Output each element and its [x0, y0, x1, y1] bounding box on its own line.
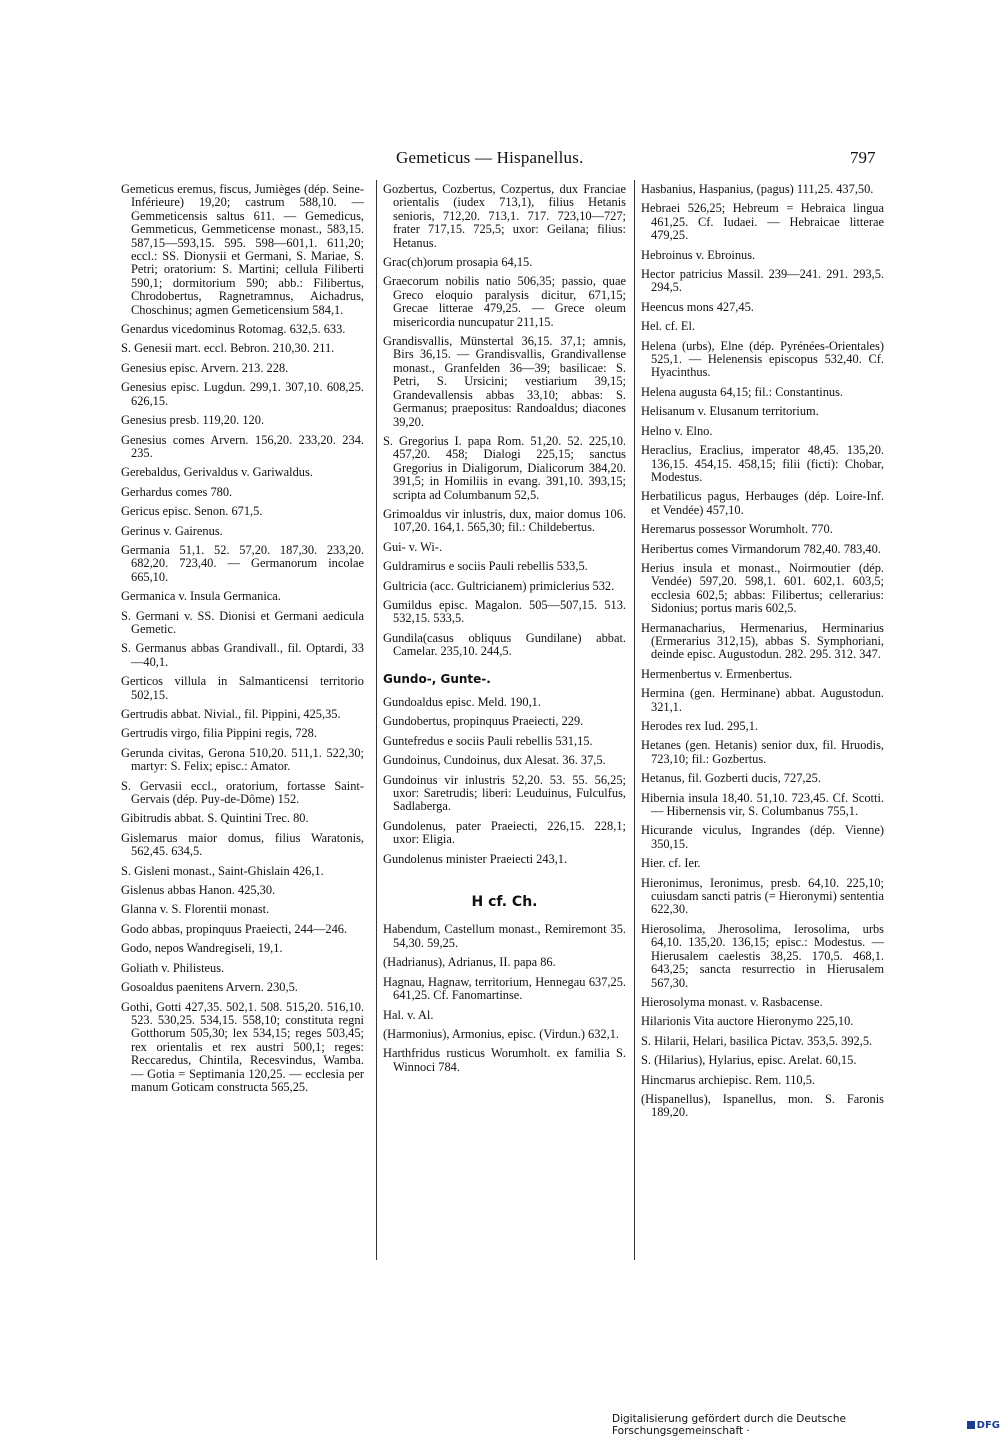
- page-number: 797: [850, 148, 876, 167]
- index-entry: Hetanes (gen. Hetanis) senior dux, fil. Hruodis, 723,10; fil.: Gozbertus.: [641, 738, 884, 766]
- index-entry: Herodes rex Iud. 295,1.: [641, 719, 758, 733]
- index-entry: Grandisvallis, Münstertal 36,15. 37,1; amnis, Birs 36,15. — Grandisvallis, Grandivallense monast., Granfelden 36—39; basilicae: S. Petri, S. Ursicini; vestiarium 39,15; Grandevallensis abbas 33,10; abbas: S. Germanus; praepositus: Randoaldus; diacones 39,20.: [383, 334, 626, 429]
- index-entry: Hermanacharius, Hermenarius, Herminarius (Ermerarius 312,15), abbas S. Symphoriani, deinde episc. Augustodun. 282. 295. 312. 347.: [641, 620, 884, 662]
- index-entry: Genesius episc. Lugdun. 299,1. 307,10. 608,25. 626,15.: [121, 380, 364, 408]
- index-entry: Germanica v. Insula Germanica.: [121, 589, 281, 604]
- index-column-left: [121, 183, 364, 1100]
- index-entry: Herius insula et monast., Noirmoutier (dép. Vendée) 597,20. 598,1. 601. 602,1. 603,5; ecclesia 602,5; abbas: Filibertus; cellerarius: Sidonius; portus maris 602,5.: [641, 560, 884, 616]
- index-entry: Hector patricius Massil. 239—241. 291. 293,5. 294,5.: [641, 267, 884, 295]
- index-entry: Heribertus comes Virmandorum 782,40. 783,40.: [641, 541, 881, 556]
- index-entry: Gislenus abbas Hanon. 425,30.: [121, 883, 276, 898]
- index-entry: Glanna v. S. Florentii monast.: [121, 902, 270, 917]
- index-entry: Hierosolima, Jherosolima, Ierosolima, urbs 64,10. 135,20. 136,15; episc.: Modestus. — Hierusalem caelestis 38,25. 170,5. 468,1. 643,25; sancta resurrectio in Hierusalem 567,30.: [641, 921, 884, 990]
- column-divider: [376, 180, 377, 1260]
- index-entry: Graecorum nobilis natio 506,35; passio, quae Greco eloquio paralysis dicitur, 671,15; Grecae litterae 479,25. — Grece oleum misericordia nuncupatur 211,15.: [383, 274, 626, 329]
- index-entry: Gultricia (acc. Gultricianem) primiclerius 532.: [383, 578, 615, 593]
- index-entry: Hebraei 526,25; Hebreum = Hebraica lingua 461,25. Cf. Iudaei. — Hebraicae litterae 479,25.: [641, 201, 884, 243]
- index-entry: Hel. cf. El.: [641, 319, 696, 334]
- index-entry: Genesius comes Arvern. 156,20. 233,20. 234. 235.: [121, 432, 364, 460]
- index-entry: Godo, nepos Wandregiseli, 19,1.: [121, 941, 283, 956]
- index-entry: Hilarionis Vita auctore Hieronymo 225,10.: [641, 1014, 854, 1029]
- index-entry: Gibitrudis abbat. S. Quintini Trec. 80.: [121, 811, 309, 826]
- dfg-logo-text: DFG: [976, 1419, 1000, 1431]
- index-entry: Guldramirus e sociis Pauli rebellis 533,5.: [383, 559, 588, 574]
- index-entry: Hierosolyma monast. v. Rasbacense.: [641, 994, 823, 1009]
- index-entry: Genesius presb. 119,20. 120.: [121, 413, 265, 428]
- index-entry: (Harmonius), Armonius, episc. (Virdun.) 632,1.: [383, 1026, 620, 1041]
- index-entry: Helena (urbs), Elne (dép. Pyrénées-Orientales) 525,1. — Helenensis episcopus 532,40. Cf. Hyacinthus.: [641, 338, 884, 380]
- index-entry: S. Hilarii, Helari, basilica Pictav. 353,5. 392,5.: [641, 1033, 873, 1048]
- section-heading-h: H cf. Ch.: [471, 894, 538, 911]
- index-entry: Hieronimus, Ieronimus, presb. 64,10. 225,10; cuiusdam sancti patris (= Hieronymi) sententia 622,30.: [641, 875, 884, 917]
- index-entry: S. (Hilarius), Hylarius, episc. Arelat. 60,15.: [641, 1053, 857, 1068]
- index-entry: Gundoinus vir inlustris 52,20. 53. 55. 56,25; uxor: Saretrudis; liberi: Leuduinus, Fulculfus, Sadlaberga.: [383, 772, 626, 814]
- index-entry: Gumildus episc. Magalon. 505—507,15. 513. 532,15. 533,5.: [383, 597, 626, 626]
- index-entry: Gerticos villula in Salmanticensi territorio 502,15.: [121, 674, 364, 702]
- index-entry: S. Germani v. SS. Dionisi et Germani aedicula Gemetic.: [121, 608, 364, 636]
- index-entry: (Hadrianus), Adrianus, II. papa 86.: [383, 955, 556, 970]
- index-entry: Grimoaldus vir inlustris, dux, maior domus 106. 107,20. 164,1. 565,30; fil.: Childebertus.: [383, 506, 626, 535]
- index-entry: Hier. cf. Ier.: [641, 856, 701, 871]
- index-column-middle: [383, 183, 626, 1080]
- index-entry: Hebroinus v. Ebroinus.: [641, 247, 756, 262]
- index-entry: Hicurande viculus, Ingrandes (dép. Vienne) 350,15.: [641, 823, 884, 851]
- index-entry: Gothi, Gotti 427,35. 502,1. 508. 515,20. 516,10. 523. 530,25. 534,15. 558,10; constituta regni Gotthorum 505,30; lex 534,15; reges 503,45; rex orientalis et rex austri 500,1; reges: Reccaredus, Chintila, Recesvindus, Wamba. — Gotia = Septimania 120,25. — ecclesia per manum Goticam constructa 565,25.: [121, 999, 364, 1094]
- index-entry: Guntefredus e sociis Pauli rebellis 531,15.: [383, 733, 593, 748]
- index-entry: Gericus episc. Senon. 671,5.: [121, 504, 263, 519]
- footer-credit: [612, 1413, 1000, 1437]
- index-entry: Gemeticus eremus, fiscus, Jumièges (dép. Seine-Inférieure) 19,20; castrum 588,10. — Gemmeticensis saltus 611. — Gemedicus, Gemmeticus, Gemmeticense monast., 583,15. 587,15—593,15. 595. 598—601,1. 611,20; eccl.: SS. Dionysii et Germani, S. Mariae, S. Petri; oratorium: S. Martini; cellula Filiberti 590,1; dormitorium 590; abb.: Filibertus, Chrodobertus, Ragnetramnus, Aichadrus, Choschinus; agmen Gemeticensium 584,1.: [121, 182, 364, 317]
- index-entry: Heremarus possessor Worumholt. 770.: [641, 522, 833, 537]
- index-entry: Gundolenus, pater Praeiecti, 226,15. 228,1; uxor: Eligia.: [383, 818, 626, 847]
- index-entry: Genardus vicedominus Rotomag. 632,5. 633.: [121, 322, 346, 337]
- index-entry: Germania 51,1. 52. 57,20. 187,30. 233,20. 682,20. 723,40. — Germanorum incolae 665,10.: [121, 542, 364, 584]
- index-entry: Helisanum v. Elusanum territorium.: [641, 404, 819, 419]
- index-entry: Helno v. Elno.: [641, 423, 713, 438]
- index-entry: Hincmarus archiepisc. Rem. 110,5.: [641, 1072, 815, 1087]
- index-entry: Hermina (gen. Herminane) abbat. Augustodun. 321,1.: [641, 686, 884, 714]
- index-entry: Godo abbas, propinquus Praeiecti, 244—246.: [121, 921, 348, 936]
- index-entry: Gertrudis abbat. Nivial., fil. Pippini, 425,35.: [121, 707, 341, 721]
- index-entry: S. Gervasii eccl., oratorium, fortasse Saint-Gervais (dép. Puy-de-Dôme) 152.: [121, 778, 364, 807]
- index-entry: Harthfridus rusticus Worumholt. ex familia S. Winnoci 784.: [383, 1046, 626, 1074]
- index-entry: Habendum, Castellum monast., Remiremont 35. 54,30. 59,25.: [383, 922, 626, 950]
- index-entry: Gosoaldus paenitens Arvern. 230,5.: [121, 980, 298, 995]
- index-entry: S. Genesii mart. eccl. Bebron. 210,30. 211.: [121, 341, 335, 356]
- index-entry: S. Gregorius I. papa Rom. 51,20. 52. 225,10. 457,20. 458; Dialogi 225,15; sanctus Gregorius in Dialigorum, Dialicorum 384,20. 391,5; in Homiliis in evang. 391,10. 393,15; scripta ad Columbanum 52,5.: [383, 433, 626, 502]
- footer-text: Digitalisierung gefördert durch die Deutsche Forschungsgemeinschaft ·: [612, 1413, 846, 1437]
- index-entry: Gozbertus, Cozbertus, Cozpertus, dux Franciae orientalis (iudex 713,1), filius Hetanis senioris, 712,20. 713,1. 717. 723,10—727; frater 717,15. 725,5; uxor: Geilana; filius: Hetanus.: [383, 182, 626, 250]
- index-entry: Hal. v. Al.: [383, 1007, 434, 1022]
- index-entry: Gundoaldus episc. Meld. 190,1.: [383, 695, 541, 709]
- running-head: Gemeticus — Hispanellus.: [396, 148, 584, 167]
- index-entry: Gui- v. Wi-.: [383, 539, 443, 554]
- index-column-right: [641, 183, 884, 1126]
- index-entry: Gerinus v. Gairenus.: [121, 523, 223, 538]
- index-entry: S. Germanus abbas Grandivall., fil. Optardi, 33—40,1.: [121, 641, 364, 669]
- dfg-logo-icon: [967, 1420, 1000, 1431]
- index-entry: Hetanus, fil. Gozberti ducis, 727,25.: [641, 771, 821, 786]
- index-entry: Helena augusta 64,15; fil.: Constantinus.: [641, 384, 844, 399]
- index-entry: Gislemarus maior domus, filius Waratonis, 562,45. 634,5.: [121, 830, 364, 859]
- index-entry: Heraclius, Eraclius, imperator 48,45. 135,20. 136,15. 454,15. 458,15; filii (ficti): Chobar, Modestus.: [641, 443, 884, 484]
- index-entry: (Hispanellus), Ispanellus, mon. S. Faronis 189,20.: [641, 1091, 884, 1120]
- index-entry: Gundoinus, Cundoinus, dux Alesat. 36. 37,5.: [383, 753, 606, 768]
- index-entry: Gundolenus minister Praeiecti 243,1.: [383, 851, 568, 866]
- index-entry: Gertrudis virgo, filia Pippini regis, 728.: [121, 726, 317, 741]
- index-entry: Gerunda civitas, Gerona 510,20. 511,1. 522,30; martyr: S. Felix; episc.: Amator.: [121, 745, 364, 774]
- index-entries-h: [383, 923, 626, 1074]
- index-entry: Gundobertus, propinquus Praeiecti, 229.: [383, 714, 584, 729]
- index-entries-gundo: [383, 696, 626, 866]
- index-entries-g: [383, 183, 626, 659]
- index-entry: Heencus mons 427,45.: [641, 299, 754, 314]
- index-entry: Gerhardus comes 780.: [121, 484, 233, 499]
- index-entry: Gerebaldus, Gerivaldus v. Gariwaldus.: [121, 465, 313, 480]
- index-entry: Goliath v. Philisteus.: [121, 960, 225, 975]
- column-divider: [634, 180, 635, 1260]
- index-entry: Hibernia insula 18,40. 51,10. 723,45. Cf. Scotti. — Hibernensis vir, S. Columbanus 755,1.: [641, 790, 884, 819]
- index-entry: S. Gisleni monast., Saint-Ghislain 426,1.: [121, 863, 324, 878]
- section-heading-gundo: Gundo-, Gunte-.: [383, 671, 491, 686]
- index-entry: Hermenbertus v. Ermenbertus.: [641, 666, 793, 681]
- index-entry: Hagnau, Hagnaw, territorium, Hennegau 637,25. 641,25. Cf. Fanomartinse.: [383, 974, 626, 1003]
- index-entry: Hasbanius, Haspanius, (pagus) 111,25. 437,50.: [641, 182, 874, 196]
- index-entry: Genesius episc. Arvern. 213. 228.: [121, 360, 289, 375]
- index-entry: Herbatilicus pagus, Herbauges (dép. Loire-Inf. et Vendée) 457,10.: [641, 489, 884, 517]
- index-entry: Grac(ch)orum prosapia 64,15.: [383, 255, 533, 270]
- index-entry: Gundila(casus obliquus Gundilane) abbat. Camelar. 235,10. 244,5.: [383, 630, 626, 659]
